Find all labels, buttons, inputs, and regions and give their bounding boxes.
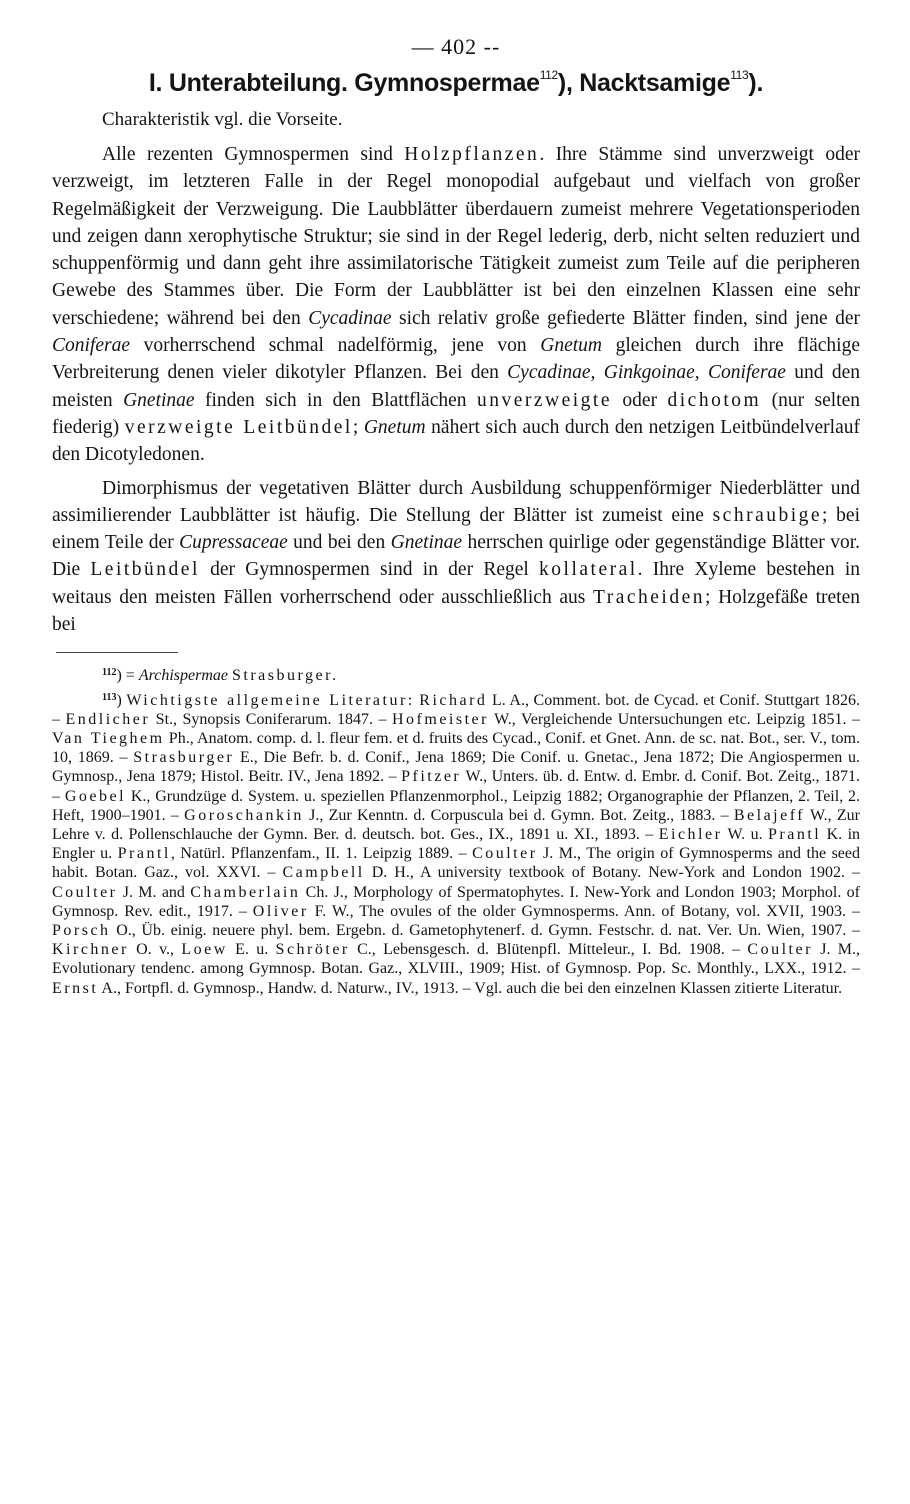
heading-text-main: I. Unterabteilung. Gymnospermae — [148, 69, 540, 97]
spaced-emphasis: Wichtigste allgemeine Literatur: — [126, 691, 415, 709]
text-run: St., Synopsis Coniferarum. 1847. – — [150, 710, 392, 728]
author-name: Goebel — [64, 787, 127, 805]
text-run: O., Üb. einig. neuere phyl. bem. Ergebn. d. Gametophytenerf. d. Gymn. Festschr. d. nat. Ver. Un. Wien, 1907. – — [110, 921, 860, 939]
heading-footnote-ref-112: 112 — [539, 68, 558, 82]
text-run: Ch. J., Morphology of Spermatophytes. I. New-York and London 1903; Morphol. of Gymnosp. Rev. edit., 1917. – — [52, 883, 860, 920]
author-name: Chamberlain — [190, 883, 301, 901]
section-heading — [52, 68, 860, 98]
text-run: ; bei einem Teile der — [52, 504, 860, 554]
text-run: E. u. — [227, 941, 276, 959]
text-run: ) = — [116, 667, 139, 685]
author-name: Belajeff — [733, 806, 806, 824]
heading-text-end: ). — [748, 69, 764, 97]
spaced-emphasis: dichotom — [667, 389, 762, 411]
author-name: Oliver — [252, 902, 309, 920]
text-run: und bei den — [287, 532, 391, 554]
book-page — [52, 34, 860, 998]
text-run: Dimorphismus der vegetativen Blätter durch Ausbildung schuppenförmiger Niederblätter und assimilierender Laubblätter ist häufig. Die Stellung der Blätter ist zumeist eine — [52, 477, 860, 526]
text-run: O. v., — [128, 941, 182, 959]
text-run: vorherrschend schmal nadelförmig, jene von — [130, 335, 541, 357]
taxon-name: Gnetum — [363, 416, 426, 438]
text-run: sich relativ große gefiederte Blätter finden, sind jene der — [391, 307, 860, 329]
text-run: . Ihre Xyleme bestehen in weitaus den meisten Fällen vorherrschend oder ausschließlich aus — [52, 559, 860, 608]
author-name: Endlicher — [65, 710, 151, 728]
text-run: C., Lebensgesch. d. Blütenpfl. Mitteleur., I. Bd. 1908. – — [349, 941, 748, 959]
footnote-112 — [52, 663, 860, 685]
text-run: gleichen durch ihre flächige Verbreiterung denen vieler dikotyler Pflanzen. Bei den — [52, 335, 860, 384]
text-run: D. H., A university textbook of Botany. New-York and London 1902. – — [364, 864, 860, 882]
taxon-name: Gnetinae — [390, 532, 463, 554]
text-run: L. A., Comment. bot. de Cycad. et Conif. Stuttgart 1826. – — [52, 691, 861, 728]
footnote-divider — [56, 652, 178, 653]
text-run: W. u. — [722, 825, 768, 843]
text-run: Alle rezenten Gymnospermen sind — [102, 144, 405, 165]
author-name: Schröter — [275, 941, 350, 959]
author-name: Coulter — [472, 845, 538, 863]
author-name: Campbell — [282, 864, 365, 882]
spaced-emphasis: kollateral — [539, 559, 638, 581]
author-name: Kirchner — [52, 941, 129, 959]
spaced-emphasis: Holzpflanzen — [404, 144, 540, 165]
text-run: ) — [116, 691, 127, 709]
text-run: nähert sich auch durch den netzigen Leitbündelverlauf den Dicotyledonen. — [52, 416, 860, 466]
spaced-emphasis: Tracheiden — [593, 586, 706, 608]
text-run: W., Vergleichende Untersuchungen etc. Leipzig 1851. – — [488, 710, 861, 728]
taxon-name: Cycadinae, Ginkgoinae, Coniferae — [507, 362, 786, 384]
text-run: F. W., The ovules of the older Gymnosperms. Ann. of Botany, vol. XVII, 1903. – — [308, 902, 860, 920]
text-run: . Ihre Stämme sind unverzweigt oder verzweigt, im letzteren Falle in der Regel monopodial aufgebaut und vielfach von großer Regelmäßigkeit der Verzweigung. Die Laubblätter überdauern zumeist mehrere Vegetationsperioden und zeigen dann xerophytische Struktur; sie sind in der Regel lederig, derb, nicht selten reduziert und schuppenförmig und dann geht ihre assimilatorische Tätigkeit zumeist zum Teile auf die peripheren Gewebe des Stammes über. Die Form der Laubblätter ist bei den einzelnen Klassen eine sehr verschiedene; während bei den — [52, 144, 860, 329]
taxon-name: Coniferae — [52, 335, 130, 357]
author-name: Van Tieghem — [52, 729, 165, 747]
author-name: Coulter — [52, 883, 118, 901]
text-run: W., Zur Lehre v. d. Pollenschlauche der Gymn. Ber. d. deutsch. bot. Ges., IX., 1891 u. XI., 1893. – — [52, 806, 861, 843]
spaced-emphasis: schraubige — [712, 504, 823, 526]
heading-footnote-ref-113: 113 — [730, 68, 749, 82]
page-number: — 402 -- — [411, 34, 501, 59]
author-name: Coulter — [747, 941, 813, 959]
taxon-name: Cupressaceae — [179, 532, 288, 554]
author-name: Porsch — [52, 921, 111, 939]
author-name: Goroschankin — [184, 806, 304, 824]
footnote-number: 112 — [102, 667, 117, 679]
intro-note: Charakteristik vgl. die Vorseite. — [102, 109, 343, 130]
text-run: J. M., Evolutionary tendenc. among Gymnosp. Botan. Gaz., XLVIII., 1909; Hist. of Gymnosp. Pop. Sc. Monthly., LXX., 1912. – — [52, 941, 861, 978]
spaced-emphasis: verzweigte Leitbündel — [124, 416, 353, 438]
text-run: A., Fortpfl. d. Gymnosp., Handw. d. Naturw., IV., 1913. – Vgl. auch die bei den einzelnen Klassen zitierte Literatur. — [98, 979, 843, 997]
text-run: K., Grundzüge d. System. u. speziellen Pflanzenmorphol., Leipzig 1882; Organographie der Pflanzen, 2. Teil, 2. Heft, 1900–1901. – — [52, 787, 861, 824]
body-paragraph-1 — [52, 141, 860, 469]
author-name: Richard — [419, 691, 488, 709]
text-run: J. M., The origin of Gymnosperms and the seed habit. Botan. Gaz., vol. XXVI. – — [52, 845, 860, 882]
text-run: J., Zur Kenntn. d. Corpuscula bei d. Gymn. Bot. Zeitg., 1883. – — [303, 806, 734, 824]
author-name: Strasburger. — [231, 667, 339, 685]
text-run: W., Unters. üb. d. Entw. d. Embr. d. Conif. Bot. Zeitg., 1871. – — [52, 768, 860, 805]
author-name: Eichler — [658, 825, 723, 843]
footnote-113 — [52, 688, 860, 998]
text-run: oder — [612, 389, 668, 411]
text-run: herrschen quirlige oder gegenständige Blätter vor. Die — [52, 532, 860, 581]
text-run: ; Holzgefäße treten bei — [52, 586, 860, 636]
text-run: , Natürl. Pflanzenfam., II. 1. Leipzig 1889. – — [170, 845, 473, 863]
text-run: J. M. and — [117, 883, 191, 901]
taxon-name: Gnetinae — [123, 389, 195, 411]
heading-text-mid: ), Nacktsamige — [557, 69, 731, 97]
text-run: (nur selten fiederig) — [52, 389, 860, 438]
taxon-name: Cycadinae — [308, 307, 392, 329]
text-run: K. in Engler u. — [52, 825, 861, 863]
taxon-name: Gnetum — [540, 335, 603, 357]
author-name: Ernst — [52, 979, 99, 997]
text-run: und den meisten — [52, 362, 860, 411]
text-run: finden sich in den Blattflächen — [194, 389, 477, 411]
footnote-number: 113 — [102, 691, 117, 703]
author-name: Loew — [181, 941, 228, 959]
text-run: E., Die Befr. b. d. Conif., Jena 1869; Die Conif. u. Gnetac., Jena 1872; Die Angiospermen u. Gymnosp., Jena 1879; Histol. Beitr. IV., Jena 1892. – — [52, 749, 861, 786]
text-run: Ph., Anatom. comp. d. l. fleur fem. et d. fruits des Cycad., Conif. et Gnet. Ann. de sc. nat. Bot., ser. V., tom. 10, 1869. – — [52, 729, 860, 767]
text-run: ; — [352, 416, 364, 438]
author-name: Prantl — [117, 845, 171, 863]
spaced-emphasis: Leitbündel — [90, 559, 200, 581]
spaced-emphasis: unverzweigte — [476, 389, 612, 411]
text-run: der Gymnospermen sind in der Regel — [199, 559, 540, 581]
author-name: Prantl — [767, 825, 822, 843]
taxon-name: Archispermae — [138, 667, 228, 685]
author-name: Pfitzer — [401, 768, 462, 786]
author-name: Hofmeister — [391, 710, 489, 728]
author-name: Strasburger — [133, 749, 235, 767]
body-paragraph-2 — [52, 475, 860, 639]
